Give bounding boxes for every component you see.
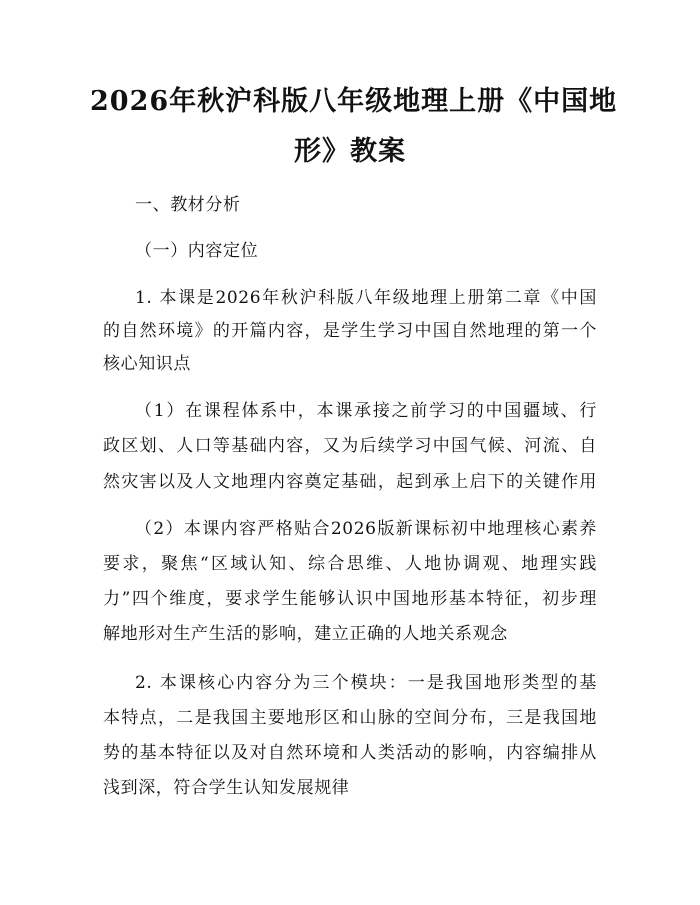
section-heading-textbook-analysis: 一、教材分析 [135,195,241,215]
item-2-line-2: 要求，聚焦“区域认知、综合思维、人地协调观、地理实践 [103,554,597,574]
paragraph-2-line-3: 势的基本特征以及对自然环境和人类活动的影响，内容编排从 [103,743,597,763]
item-2-line-1: （2）本课内容严格贴合2026版新课标初中地理核心素养 [135,519,597,539]
item-2-line-4: 解地形对生产生活的影响，建立正确的人地关系观念 [103,624,508,644]
paragraph-1-line-1: 1. 本课是2026年秋沪科版八年级地理上册第二章《中国 [135,288,597,308]
item-1-line-1: （1）在课程体系中，本课承接之前学习的中国疆域、行 [135,401,597,421]
document-title-line-2: 形》教案 [294,136,406,167]
paragraph-2-line-1: 2. 本课核心内容分为三个模块：一是我国地形类型的基 [135,673,597,693]
item-2-line-3: 力”四个维度，要求学生能够认识中国地形基本特征，初步理 [103,589,597,609]
document-title-line-1: 2026年秋沪科版八年级地理上册《中国地 [90,86,618,117]
subsection-heading-content-positioning: （一）内容定位 [135,241,259,261]
paragraph-1-line-2: 的自然环境》的开篇内容，是学生学习中国自然地理的第一个 [103,321,597,341]
item-1-line-2: 政区划、人口等基础内容，又为后续学习中国气候、河流、自 [103,436,597,456]
paragraph-2-line-2: 本特点，二是我国主要地形区和山脉的空间分布，三是我国地 [103,708,597,728]
item-1-line-3: 然灾害以及人文地理内容奠定基础，起到承上启下的关键作用 [103,472,597,492]
paragraph-1-line-3: 核心知识点 [103,354,191,374]
paragraph-2-line-4: 浅到深，符合学生认知发展规律 [103,778,350,798]
